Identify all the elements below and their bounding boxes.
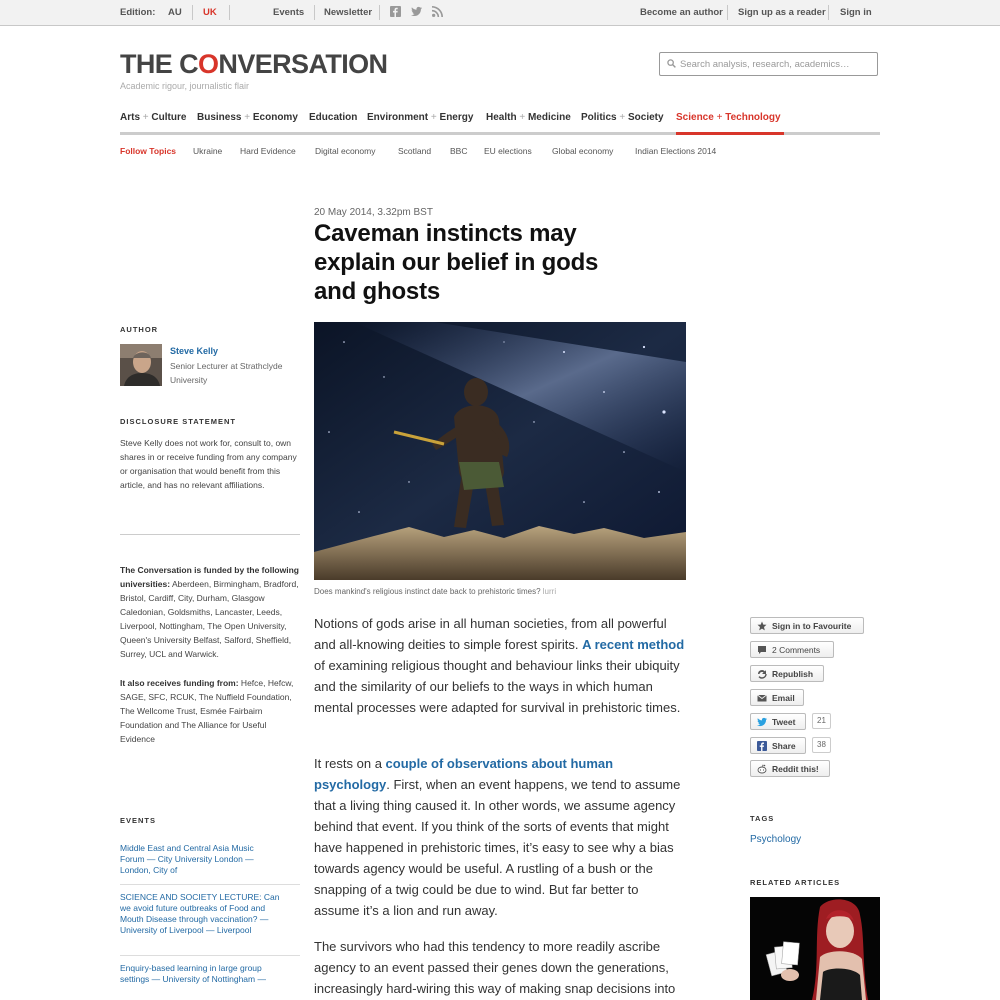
topic-link[interactable]: Global economy	[552, 146, 614, 156]
share-count: 38	[812, 737, 831, 753]
site-tagline: Academic rigour, journalistic flair	[120, 81, 250, 91]
divider	[120, 884, 300, 885]
edition-uk-link[interactable]: UK	[203, 7, 217, 18]
related-article-image[interactable]	[750, 897, 880, 1000]
edition-label: Edition:	[120, 7, 156, 18]
topic-link[interactable]: EU elections	[484, 146, 532, 156]
divider	[120, 955, 300, 956]
top-bar	[0, 0, 1000, 26]
divider	[229, 5, 230, 20]
tags-heading: TAGS	[750, 814, 775, 823]
main-nav	[120, 112, 880, 135]
caveman-starry-sky-illustration	[314, 322, 686, 580]
comments-button[interactable]: 2 Comments	[750, 641, 834, 658]
events-link[interactable]: Events	[273, 7, 305, 18]
article-date: 20 May 2014, 3.32pm BST	[314, 207, 433, 218]
edition-au-link[interactable]: AU	[168, 7, 182, 18]
related-article-thumbnail	[750, 897, 880, 1000]
search-icon	[667, 59, 676, 68]
sign-up-link[interactable]: Sign up as a reader	[738, 7, 826, 18]
topic-link[interactable]: BBC	[450, 146, 468, 156]
twitter-icon	[757, 717, 767, 727]
logo-text-2: NVERSATION	[218, 49, 388, 79]
event-link[interactable]: SCIENCE AND SOCIETY LECTURE: Can we avoid future outbreaks of Food and Mouth Disease through vaccination? — University of Liverpool — Liverpool	[120, 892, 280, 935]
tag-link[interactable]: Psychology	[750, 834, 802, 845]
logo-speech-o: O	[198, 49, 219, 79]
search-input[interactable]	[659, 52, 878, 76]
article-title: Caveman instincts may explain our belief in gods and ghosts	[314, 220, 599, 305]
funding-others: It also receives funding from: Hefce, Hefcw, SAGE, SFC, RCUK, The Nuffield Foundation, The Wellcome Trust, Esmée Fairbairn Foundation and The Alliance for Useful Evidence	[120, 678, 294, 744]
article-link[interactable]: couple of observations about human psychology	[314, 756, 614, 792]
republish-button[interactable]: Republish	[750, 665, 824, 682]
favourite-button[interactable]: Sign in to Favourite	[750, 617, 864, 634]
email-icon	[757, 693, 767, 703]
nav-politics-society[interactable]: Politics + Society	[581, 112, 664, 123]
topic-link[interactable]: Indian Elections 2014	[635, 146, 717, 156]
nav-business-economy[interactable]: Business + Economy	[197, 112, 298, 123]
newsletter-link[interactable]: Newsletter	[324, 7, 373, 18]
event-link[interactable]: Middle East and Central Asia Music Forum — City University London — London, City of	[120, 843, 254, 875]
star-icon	[757, 621, 767, 631]
topic-link[interactable]: Digital economy	[315, 146, 376, 156]
nav-science-technology[interactable]: Science + Technology	[676, 112, 781, 123]
sign-in-link[interactable]: Sign in	[840, 7, 872, 18]
tweet-button[interactable]: Tweet	[750, 713, 806, 730]
facebook-icon[interactable]	[390, 6, 401, 17]
active-nav-underline	[676, 132, 784, 135]
nav-health-medicine[interactable]: Health + Medicine	[486, 112, 571, 123]
author-heading: AUTHOR	[120, 325, 159, 334]
tweet-count: 21	[812, 713, 831, 729]
nav-education[interactable]: Education	[309, 112, 358, 123]
reddit-button[interactable]: Reddit this!	[750, 760, 830, 777]
topic-link[interactable]: Ukraine	[193, 146, 223, 156]
divider	[120, 534, 300, 535]
nav-environment-energy[interactable]: Environment + Energy	[367, 112, 474, 123]
author-name-link[interactable]: Steve Kelly	[170, 346, 219, 356]
disclosure-text: Steve Kelly does not work for, consult to, own shares in or receive funding from any company or organisation that would benefit from this article, and has no relevant affiliations.	[120, 438, 297, 490]
disclosure-heading: DISCLOSURE STATEMENT	[120, 417, 236, 426]
events-heading: EVENTS	[120, 816, 157, 825]
facebook-share-button[interactable]: Share	[750, 737, 806, 754]
divider	[192, 5, 193, 20]
logo-text-1: THE C	[120, 49, 199, 79]
follow-topics-label: Follow Topics	[120, 146, 177, 156]
search-placeholder: Search analysis, research, academics…	[680, 59, 850, 70]
site-logo[interactable]	[120, 49, 387, 79]
nav-arts-culture[interactable]: Arts + Culture	[120, 112, 187, 123]
article-hero-image	[314, 322, 686, 580]
image-credit[interactable]: lurri	[542, 587, 557, 596]
divider	[379, 5, 380, 20]
image-caption: Does mankind's religious instinct date back to prehistoric times? lurri	[314, 587, 557, 596]
author-avatar[interactable]	[120, 344, 162, 386]
article-paragraph: The survivors who had this tendency to more readily ascribe agency to an event passed their genes down the generations, increasingly hard-wiring this way of making snap decisions into	[314, 939, 676, 996]
article-paragraph: It rests on a couple of observations about human psychology. First, when an event happens, we tend to assume that a living thing caused it. In other words, we assume agency behind that event. If you think of the sorts of events that might have happened in prehistoric times, it’s easy to see why a bias towards agency would be useful. A rustling of a bush or the snapping of a twig could be due to wind. But far better to assume it’s a lion and run away.	[314, 756, 681, 918]
become-author-link[interactable]: Become an author	[640, 7, 723, 18]
divider	[727, 5, 728, 20]
funding-universities: The Conversation is funded by the following universities: Aberdeen, Birmingham, Bradford, Bristol, Cardiff, City, Durham, Glasgow Caledonian, Goldsmiths, Lancaster, Leeds, Liverpool, Nottingham, The Open University, Queen's University Belfast, Salford, Sheffield, Surrey, UCL and Warwick.	[120, 565, 299, 659]
divider	[314, 5, 315, 20]
author-role: Senior Lecturer at Strathclyde University	[170, 361, 283, 385]
comment-icon	[757, 645, 767, 655]
reddit-icon	[757, 764, 767, 774]
facebook-icon	[757, 741, 767, 751]
related-articles-heading: RELATED ARTICLES	[750, 878, 841, 887]
topic-link[interactable]: Scotland	[398, 146, 432, 156]
rss-icon[interactable]	[432, 6, 443, 17]
twitter-icon[interactable]	[411, 6, 422, 17]
article-link[interactable]: A recent method	[582, 637, 685, 652]
event-link[interactable]: Enquiry-based learning in large group settings — University of Nottingham —	[120, 963, 266, 984]
topic-link[interactable]: Hard Evidence	[240, 146, 296, 156]
email-button[interactable]: Email	[750, 689, 804, 706]
republish-icon	[757, 669, 767, 679]
divider	[828, 5, 829, 20]
article-paragraph: Notions of gods arise in all human societies, from all powerful and all-knowing deities to simple forest spirits. A recent method of examining religious thought and behaviour links their ubiquity and the similarity of our beliefs to the ways in which human mental processes were adapted for survival in prehistoric times.	[314, 616, 685, 715]
author-photo	[120, 344, 162, 386]
